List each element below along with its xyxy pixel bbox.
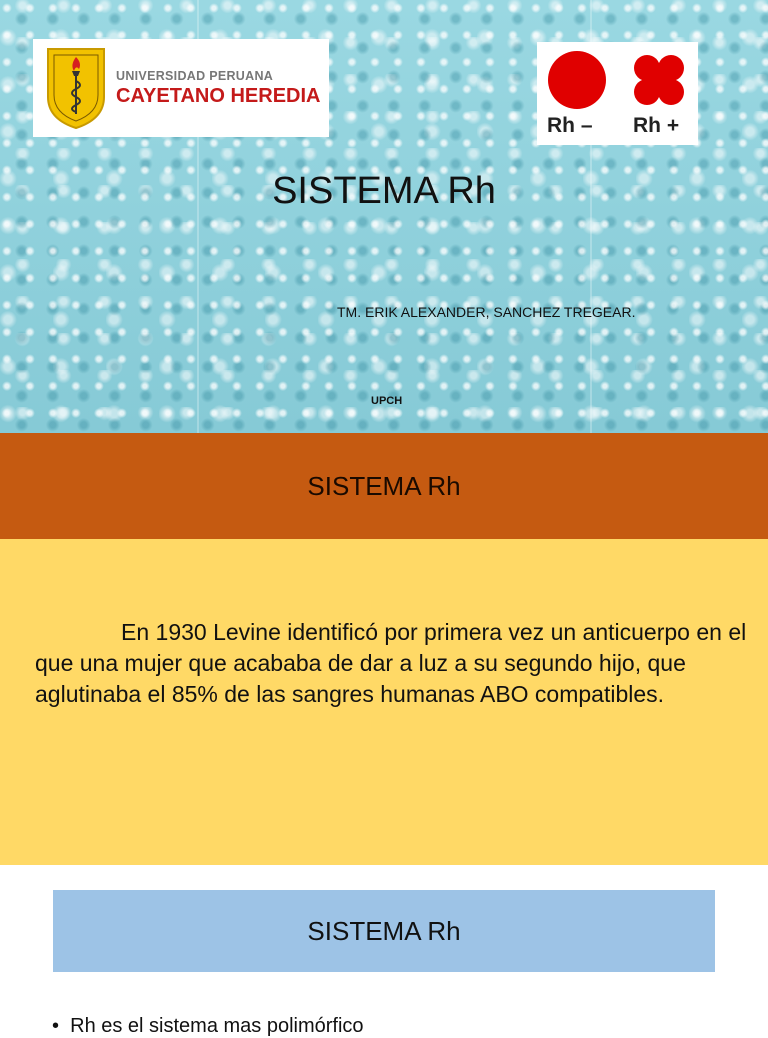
slide2-body [0,539,768,865]
slide3-header [53,890,715,972]
university-name-line1: UNIVERSIDAD PERUANA [116,68,274,83]
author-name: TM. ERIK ALEXANDER, SANCHEZ TREGEAR. [337,304,636,320]
slide3 [0,865,768,1037]
slide3-title: SISTEMA Rh [307,915,461,946]
institution-label: UPCH [371,395,403,407]
shield-icon [46,47,106,130]
slide2-title: SISTEMA Rh [307,470,461,501]
university-name-line2: CAYETANO HEREDIA [116,84,321,107]
slide-title: SISTEMA Rh [272,170,496,212]
bullet-text: Rh es el sistema mas polimórfico [70,1015,364,1037]
slide2-header [0,433,768,539]
bullet-item: • Rh es el sistema mas polimórfico [52,1015,364,1037]
history-paragraph: En 1930 Levine identificó por primera vez un anticuerpo en el que una mujer que acababa de dar a luz a su segundo hijo, que aglutinaba el 85% de las sangres humanas ABO compatibles. [35,619,747,707]
rh-positive-label: Rh + [633,114,680,137]
rh-negative-label: Rh – [547,114,593,137]
title-slide [0,0,768,433]
university-logo [33,39,329,137]
rh-legend-image [537,42,698,145]
